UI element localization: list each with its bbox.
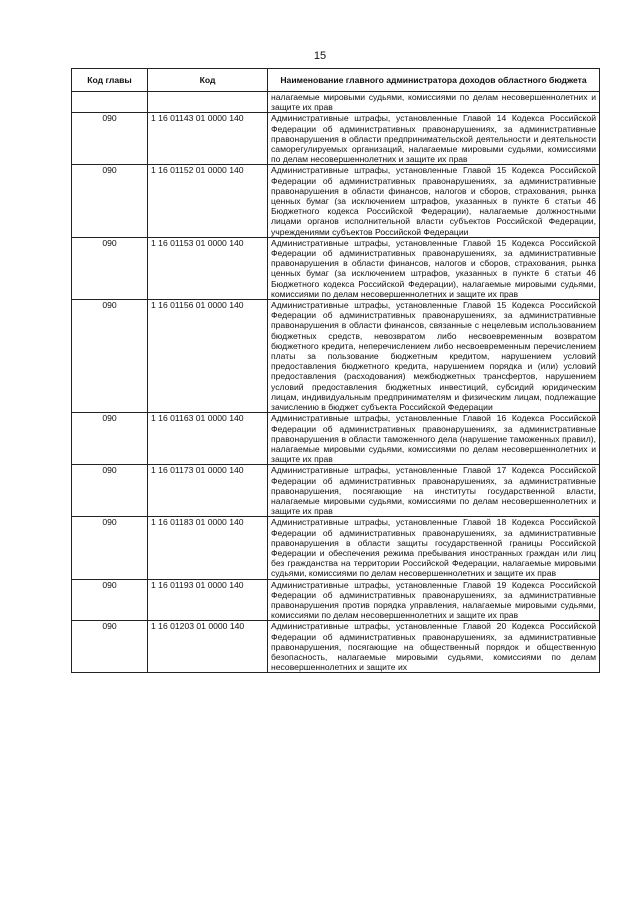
revenue-administrator-table (71, 68, 600, 673)
description-cell: Административные штрафы, установленные Главой 15 Кодекса Российской Федерации об административных правонарушениях, за административные правонарушения в области финансов, налогов и сборов, страхования, рынка ценных бумаг (за исключением штрафов, указанных в пункте 6 статьи 46 Бюджетного кодекса Российской Федерации), налагаемые мировыми судьями, комиссиями по делам несовершеннолетних и защите их прав (268, 237, 600, 299)
table-row (72, 165, 600, 237)
code-cell: 1 16 01173 01 0000 140 (148, 465, 268, 517)
code-cell: 1 16 01152 01 0000 140 (148, 165, 268, 237)
chapter-code-cell: 090 (72, 165, 148, 237)
chapter-code-cell: 090 (72, 517, 148, 579)
code-cell: 1 16 01143 01 0000 140 (148, 113, 268, 165)
code-cell (148, 92, 268, 113)
description-cell: Административные штрафы, установленные Главой 15 Кодекса Российской Федерации об административных правонарушениях, за административные правонарушения в области финансов, связанные с нецелевым использованием бюджетных средств, невозвратом либо несвоевременным возвратом бюджетного кредита, неперечислением либо несвоевременным перечислением платы за пользование бюджетным кредитом, нарушением условий предоставления бюджетного кредита, нарушением порядка и (или) условий предоставления (расходования) межбюджетных трансфертов, нарушением условий предоставления бюджетных инвестиций, субсидий юридическим лицам, индивидуальным предпринимателям и физическим лицам, подлежащие зачислению в бюджет субъекта Российской Федерации (268, 300, 600, 413)
chapter-code-cell: 090 (72, 113, 148, 165)
table-header-row (72, 69, 600, 92)
code-cell: 1 16 01193 01 0000 140 (148, 579, 268, 621)
description-cell: Административные штрафы, установленные Главой 15 Кодекса Российской Федерации об административных правонарушениях, за административные правонарушения в области финансов, налогов и сборов, страхования, рынка ценных бумаг (за исключением штрафов, указанных в пункте 6 статьи 46 Бюджетного кодекса Российской Федерации), налагаемые должностными лицами органов исполнительной власти субъектов Российской Федерации, учреждениями субъектов Российской Федерации (268, 165, 600, 237)
table-row (72, 621, 600, 673)
description-cell: налагаемые мировыми судьями, комиссиями по делам несовершеннолетних и защите их прав (268, 92, 600, 113)
description-cell: Административные штрафы, установленные Главой 16 Кодекса Российской Федерации об административных правонарушениях, за административные правонарушения в области таможенного дела (нарушение таможенных правил), налагаемые мировыми судьями, комиссиями по делам несовершеннолетних и защите их прав (268, 413, 600, 465)
table-row (72, 579, 600, 621)
code-cell: 1 16 01153 01 0000 140 (148, 237, 268, 299)
chapter-code-cell: 090 (72, 465, 148, 517)
header-code: Код (148, 69, 268, 92)
header-chapter-code: Код главы (72, 69, 148, 92)
table-row (72, 413, 600, 465)
table-row (72, 517, 600, 579)
description-cell: Административные штрафы, установленные Главой 20 Кодекса Российской Федерации об административных правонарушениях, за административные правонарушения, посягающие на общественный порядок и общественную безопасность, налагаемые мировыми судьями, комиссиями по делам несовершеннолетних и защите их (268, 621, 600, 673)
description-cell: Административные штрафы, установленные Главой 19 Кодекса Российской Федерации об административных правонарушениях, за административные правонарушения против порядка управления, налагаемые мировыми судьями, комиссиями по делам несовершеннолетних и защите их прав (268, 579, 600, 621)
description-cell: Административные штрафы, установленные Главой 14 Кодекса Российской Федерации об административных правонарушениях, за административные правонарушения в области предпринимательской деятельности и деятельности саморегулируемых организаций, налагаемые мировыми судьями, комиссиями по делам несовершеннолетних и защите их прав (268, 113, 600, 165)
code-cell: 1 16 01156 01 0000 140 (148, 300, 268, 413)
chapter-code-cell (72, 92, 148, 113)
chapter-code-cell: 090 (72, 413, 148, 465)
chapter-code-cell: 090 (72, 579, 148, 621)
chapter-code-cell: 090 (72, 621, 148, 673)
code-cell: 1 16 01183 01 0000 140 (148, 517, 268, 579)
page-number: 15 (313, 50, 327, 62)
description-cell: Административные штрафы, установленные Главой 18 Кодекса Российской Федерации об административных правонарушениях, за административные правонарушения в области защиты государственной границы Российской Федерации и обеспечения режима пребывания иностранных граждан или лиц без гражданства на территории Российской Федерации, налагаемые мировыми судьями, комиссиями по делам несовершеннолетних и защите их прав (268, 517, 600, 579)
table-row (72, 92, 600, 113)
header-administrator-name: Наименование главного администратора доходов областного бюджета (268, 69, 600, 92)
chapter-code-cell: 090 (72, 237, 148, 299)
table-row (72, 465, 600, 517)
description-cell: Административные штрафы, установленные Главой 17 Кодекса Российской Федерации об административных правонарушениях, за административные правонарушения, посягающие на институты государственной власти, налагаемые мировыми судьями, комиссиями по делам несовершеннолетних и защите их прав (268, 465, 600, 517)
code-cell: 1 16 01203 01 0000 140 (148, 621, 268, 673)
table-row (72, 300, 600, 413)
table-row (72, 113, 600, 165)
table-row (72, 237, 600, 299)
chapter-code-cell: 090 (72, 300, 148, 413)
code-cell: 1 16 01163 01 0000 140 (148, 413, 268, 465)
